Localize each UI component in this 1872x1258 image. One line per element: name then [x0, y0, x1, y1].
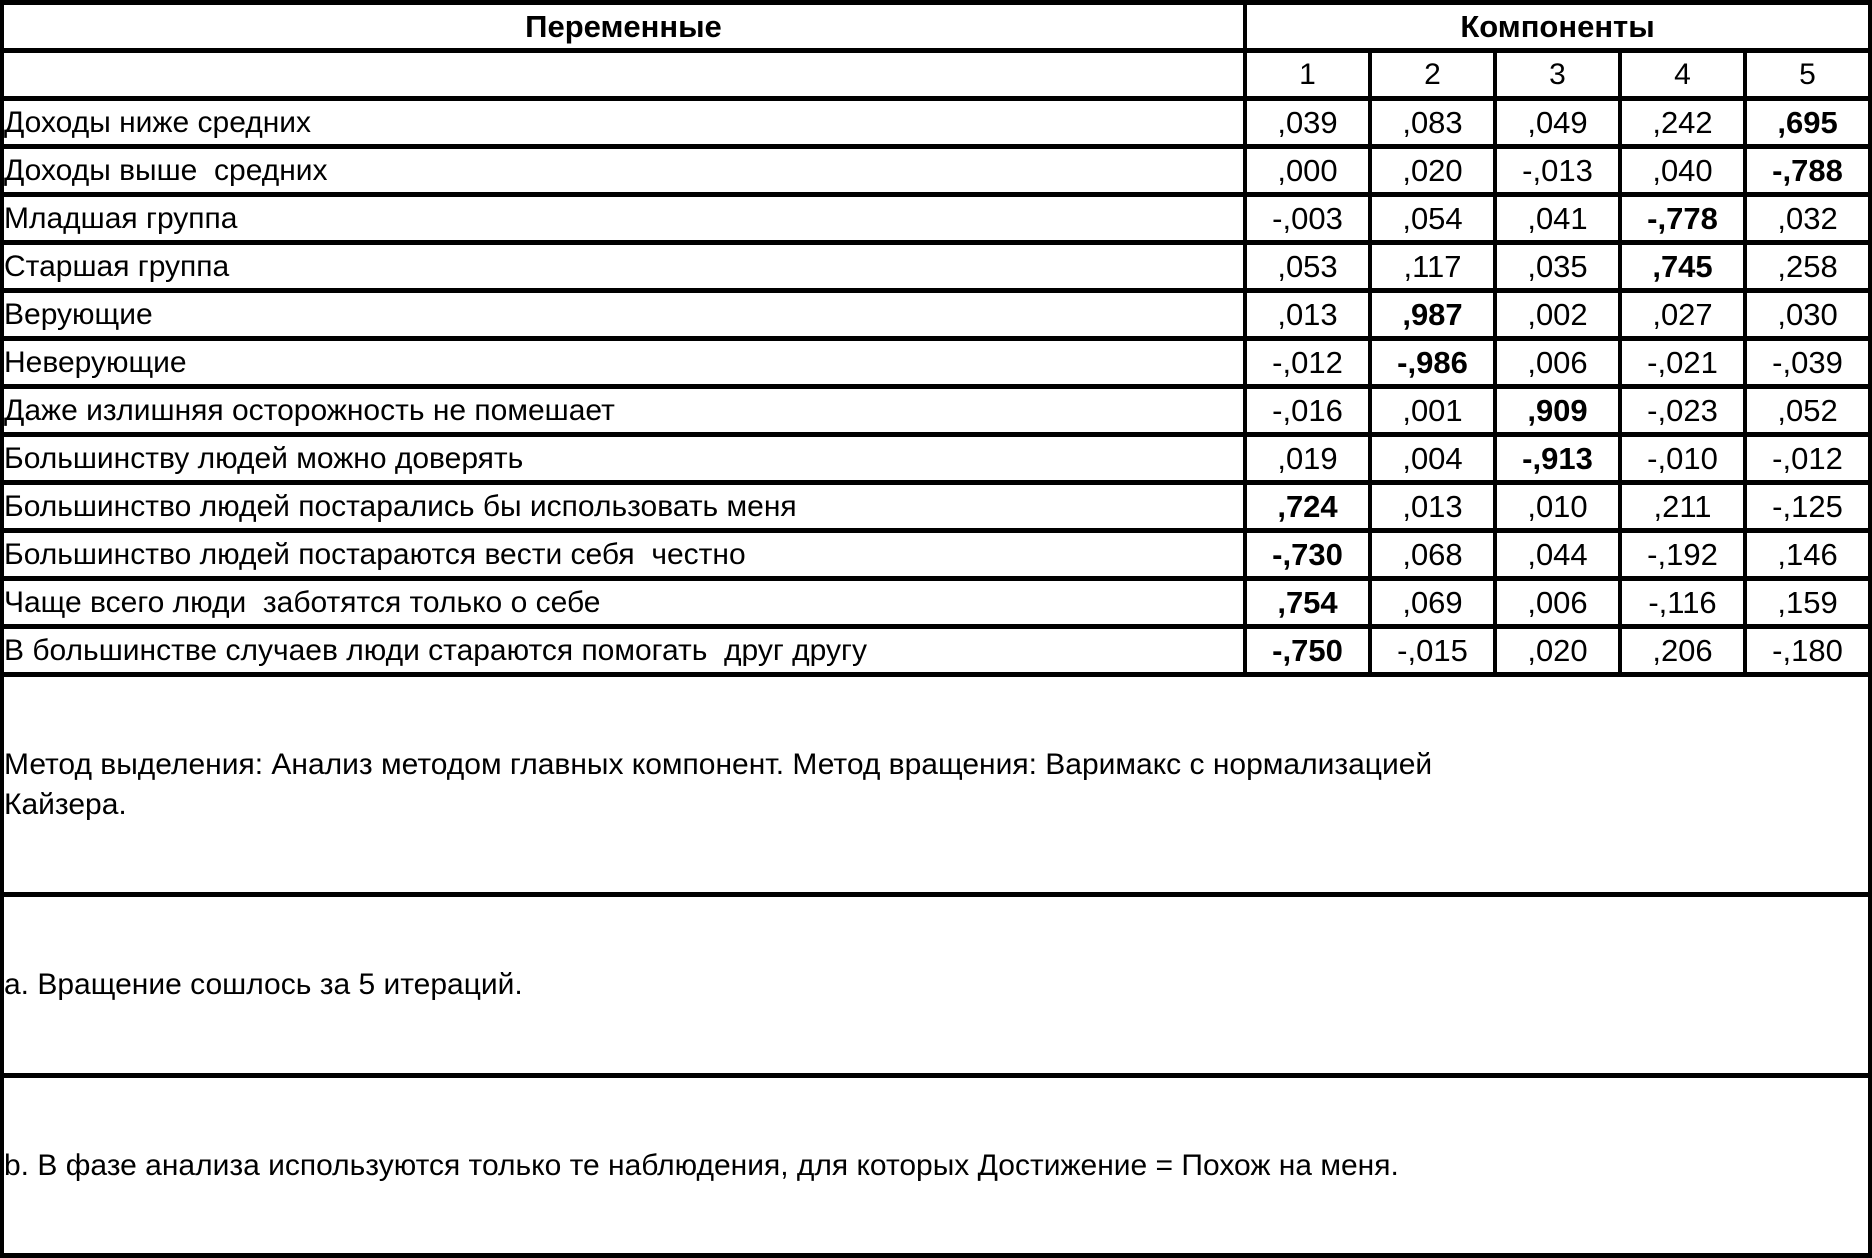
footnote-row: [2, 1075, 1870, 1256]
loading-value-cell: -,012: [1245, 339, 1370, 387]
variable-label-cell: Чаще всего люди заботятся только о себе: [2, 579, 1245, 627]
table-row: [2, 339, 1870, 387]
loading-value-cell: -,003: [1245, 195, 1370, 243]
footnote-a: [2, 895, 1870, 1076]
loading-value-cell: -,913: [1495, 435, 1620, 483]
loading-value-cell: ,010: [1495, 483, 1620, 531]
variable-label-cell: Старшая группа: [2, 243, 1245, 291]
loading-value-cell: ,053: [1245, 243, 1370, 291]
loading-value-cell: ,754: [1245, 579, 1370, 627]
loading-value-cell: ,206: [1620, 627, 1745, 675]
variable-label-cell: Доходы ниже средних: [2, 99, 1245, 147]
loading-value-cell: ,041: [1495, 195, 1620, 243]
loading-value-cell: ,039: [1245, 99, 1370, 147]
loading-value-cell: ,083: [1370, 99, 1495, 147]
table-row: [2, 627, 1870, 675]
variable-label-cell: Большинство людей постараются вести себя честно: [2, 531, 1245, 579]
header-row-groups: [2, 3, 1870, 51]
variables-column-header: Переменные: [2, 3, 1245, 51]
loading-value-cell: ,211: [1620, 483, 1745, 531]
loading-value-cell: ,258: [1745, 243, 1870, 291]
loading-value-cell: -,125: [1745, 483, 1870, 531]
loading-value-cell: ,002: [1495, 291, 1620, 339]
component-number-header: 4: [1620, 51, 1745, 99]
method-footnote: [2, 675, 1870, 895]
loading-value-cell: ,035: [1495, 243, 1620, 291]
component-number-header: 1: [1245, 51, 1370, 99]
variable-label-cell: Большинство людей постарались бы использовать меня: [2, 483, 1245, 531]
table-row: [2, 531, 1870, 579]
variable-label-cell: Неверующие: [2, 339, 1245, 387]
loading-value-cell: ,020: [1495, 627, 1620, 675]
table-row: [2, 387, 1870, 435]
loading-value-cell: -,010: [1620, 435, 1745, 483]
loading-value-cell: -,023: [1620, 387, 1745, 435]
loading-value-cell: ,159: [1745, 579, 1870, 627]
loading-value-cell: ,019: [1245, 435, 1370, 483]
header-row-component-numbers: [2, 51, 1870, 99]
loading-value-cell: -,013: [1495, 147, 1620, 195]
loading-value-cell: ,052: [1745, 387, 1870, 435]
empty-header-cell: [2, 51, 1245, 99]
variable-label-cell: В большинстве случаев люди стараются помогать друг другу: [2, 627, 1245, 675]
table-row: [2, 291, 1870, 339]
table-row: [2, 483, 1870, 531]
loading-value-cell: ,040: [1620, 147, 1745, 195]
loading-value-cell: ,013: [1370, 483, 1495, 531]
loading-value-cell: -,778: [1620, 195, 1745, 243]
components-group-header: Компоненты: [1245, 3, 1870, 51]
loading-value-cell: ,000: [1245, 147, 1370, 195]
loading-value-cell: -,192: [1620, 531, 1745, 579]
loading-value-cell: ,044: [1495, 531, 1620, 579]
loading-value-cell: ,242: [1620, 99, 1745, 147]
loading-value-cell: -,986: [1370, 339, 1495, 387]
loading-value-cell: -,116: [1620, 579, 1745, 627]
footnote-a-text: a. Вращение сошлось за 5 итераций.: [4, 968, 523, 1002]
loading-value-cell: ,006: [1495, 339, 1620, 387]
loading-value-cell: ,117: [1370, 243, 1495, 291]
loading-value-cell: ,987: [1370, 291, 1495, 339]
loading-value-cell: ,013: [1245, 291, 1370, 339]
loading-value-cell: -,730: [1245, 531, 1370, 579]
component-number-header: 2: [1370, 51, 1495, 99]
table-row: [2, 99, 1870, 147]
component-number-header: 5: [1745, 51, 1870, 99]
table-row: [2, 243, 1870, 291]
table-footnotes: [2, 675, 1870, 1256]
variable-label-cell: Большинству людей можно доверять: [2, 435, 1245, 483]
loading-value-cell: -,750: [1245, 627, 1370, 675]
loading-value-cell: ,030: [1745, 291, 1870, 339]
table-row: [2, 579, 1870, 627]
table-body: [2, 99, 1870, 675]
loading-value-cell: ,069: [1370, 579, 1495, 627]
loading-value-cell: -,015: [1370, 627, 1495, 675]
loading-value-cell: -,788: [1745, 147, 1870, 195]
footnote-b-text: b. В фазе анализа используются только те наблюдения, для которых Достижение = Похож на меня.: [4, 1148, 1399, 1182]
loading-value-cell: ,049: [1495, 99, 1620, 147]
loading-value-cell: ,004: [1370, 435, 1495, 483]
loading-value-cell: ,146: [1745, 531, 1870, 579]
loading-value-cell: ,054: [1370, 195, 1495, 243]
loading-value-cell: -,039: [1745, 339, 1870, 387]
loading-value-cell: ,909: [1495, 387, 1620, 435]
footnote-row: [2, 895, 1870, 1076]
variable-label-cell: Даже излишняя осторожность не помешает: [2, 387, 1245, 435]
loading-value-cell: -,012: [1745, 435, 1870, 483]
table-row: [2, 195, 1870, 243]
loading-value-cell: ,001: [1370, 387, 1495, 435]
component-number-header: 3: [1495, 51, 1620, 99]
variable-label-cell: Верующие: [2, 291, 1245, 339]
variable-label-cell: Младшая группа: [2, 195, 1245, 243]
table-row: [2, 435, 1870, 483]
loading-value-cell: -,021: [1620, 339, 1745, 387]
footnote-b: [2, 1075, 1870, 1256]
loading-value-cell: ,020: [1370, 147, 1495, 195]
method-footnote-text: Метод выделения: Анализ методом главных компонент. Метод вращения: Варимакс с нормализацией Кайзера.: [4, 748, 1441, 821]
loading-value-cell: ,068: [1370, 531, 1495, 579]
loading-value-cell: -,180: [1745, 627, 1870, 675]
variable-label-cell: Доходы выше средних: [2, 147, 1245, 195]
loading-value-cell: ,745: [1620, 243, 1745, 291]
loading-value-cell: ,724: [1245, 483, 1370, 531]
loading-value-cell: ,032: [1745, 195, 1870, 243]
loading-value-cell: ,027: [1620, 291, 1745, 339]
loading-value-cell: ,695: [1745, 99, 1870, 147]
footnote-row: [2, 675, 1870, 895]
loading-value-cell: ,006: [1495, 579, 1620, 627]
loading-value-cell: -,016: [1245, 387, 1370, 435]
table-row: [2, 147, 1870, 195]
